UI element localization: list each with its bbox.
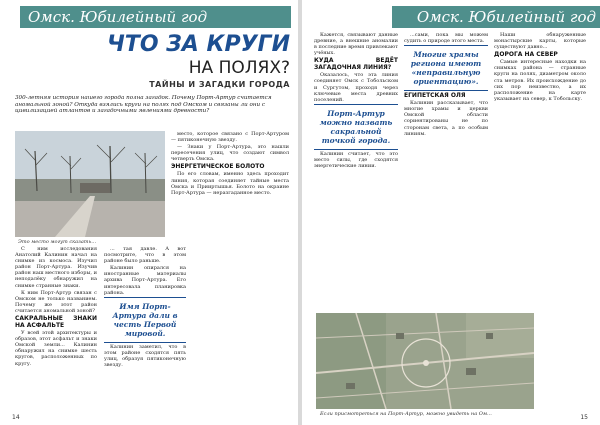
aerial-map-caption: Если присмотреться на Порт-Артур, можно увидеть на Ом... xyxy=(320,411,492,417)
col3-paragraph-2: — Знаки у Порт-Артура, это нашли пересечения улиц, что создают символ четверть Омска. xyxy=(171,144,289,163)
park-photo xyxy=(15,131,165,237)
col4-paragraph-3: Калинин считает, что это место силы, где сходятся энергетические линии. xyxy=(314,150,398,170)
col2-pull-quote: Имя Порт-Артура дали в честь Первой мировой. xyxy=(104,297,186,343)
right-page xyxy=(302,0,600,425)
col1-paragraph-2: К ним Порт-Артур связан с Омском не только названием. Почему же этот район считается аномальной зоной? xyxy=(15,289,97,314)
column-1 xyxy=(15,246,97,411)
col1-paragraph-1: С ним исследования Анатолий Калинин начал на снимке из космоса. Изучил район Порт-Артура. Изучив район наш местного изборы, и неподалёку обнаружил на снимке странные знаки. xyxy=(15,246,97,289)
left-page xyxy=(0,0,298,425)
col3-paragraph-1: место, которое связано с Порт-Артуром — пятиконечную звезду. xyxy=(171,131,289,144)
col3-paragraph-3: По его словам, именно здесь проходит линия, которая соединяет тайные места Омска и Прииртышья. Болото на окраине Порт-Артура — неразгаданное место. xyxy=(171,171,289,196)
page-number-left: 14 xyxy=(12,414,20,421)
col1-paragraph-3: У всей этой архитектуры и образов, этот асфальт и знаки Омской земли... Калинин обнаружил на снимке шесть кругов, расположенных по кругу. xyxy=(15,330,97,367)
headline-main: ЧТО ЗА КРУГИ xyxy=(107,32,290,57)
section-band-left: Омск. Юбилейный год xyxy=(20,6,291,28)
col4-paragraph-1: Кажется, связывают данные древние, а внешние аномалии в последние время привлекают учёных. xyxy=(314,32,398,57)
column-3 xyxy=(171,131,289,411)
col6-section-heading: ДОРОГА НА СЕВЕР xyxy=(494,51,558,59)
aerial-map-photo xyxy=(316,313,534,409)
lead-paragraph: 300-летняя история нашего города полна загадок. Почему Порт-Артур считается аномальной зоной? Откуда взялись круги на полях под Омском и связаны ли они с цивилизацией атлантов и загадочными явлениями древности? xyxy=(15,95,272,115)
col6-paragraph-1: Наши обнаруженные монастырские карты, которые существуют давно... xyxy=(494,32,586,51)
col4-section-heading: КУДА ВЕДЁТ ЗАГАДОЧНАЯ ЛИНИЯ? xyxy=(314,57,398,72)
col5-paragraph-2: Калинин рассказывает, что многие храмы и церкви Омской области сориентированы не по сторонам света, а по особым линиям. xyxy=(404,100,488,137)
col3-section-heading: ЭНЕРГЕТИЧЕСКОЕ БОЛОТО xyxy=(171,163,265,171)
section-band-right: Омск. Юбилейный год xyxy=(392,6,600,28)
col1-section-heading: САКРАЛЬНЫЕ ЗНАКИ НА АСФАЛЬТЕ xyxy=(15,315,97,330)
col2-paragraph-2: Калинин опирался на иностранные материалы архива Порт-Артура. Его интересовала планировка района. xyxy=(104,265,186,296)
subheadline: ТАЙНЫ И ЗАГАДКИ ГОРОДА xyxy=(149,80,290,89)
col2-paragraph-1: ... тая давле. А вот посмотрите, что в этом районе было раньше. xyxy=(104,246,186,265)
column-4 xyxy=(314,32,398,312)
col2-paragraph-3: Калинин заметил, что в этом районе сходятся пять улиц, образуя пятиконечную звезду. xyxy=(104,343,186,369)
column-5 xyxy=(404,32,488,312)
col5-paragraph-1: ...сами, пока мы можем судить о природе этого места. xyxy=(404,32,488,45)
col4-paragraph-2: Оказалось, что эта линия соединяет Омск с Тобольском и Сургутом, проходя через ключевые места древних поселений. xyxy=(314,72,398,103)
headline-secondary: НА ПОЛЯХ? xyxy=(188,58,290,78)
col5-pull-quote: Многие храмы региона имеют «неправильную ориентацию». xyxy=(404,45,488,91)
park-photo-caption: Это место могут сказать... xyxy=(18,239,97,245)
col5-section-heading: ЕГИПЕТСКАЯ ОЛЯ xyxy=(404,92,466,100)
col4-pull-quote: Порт-Артур можно назвать сакральной точкой города. xyxy=(314,104,398,150)
col6-paragraph-2: Самые интересные находки на снимках района — странные круги на полях, диаметром около ста метров. Их происхождение до сих пор неизвестно, а их расположение на карте указывает на север, к Тобольску. xyxy=(494,59,586,102)
page-number-right: 15 xyxy=(580,414,588,421)
